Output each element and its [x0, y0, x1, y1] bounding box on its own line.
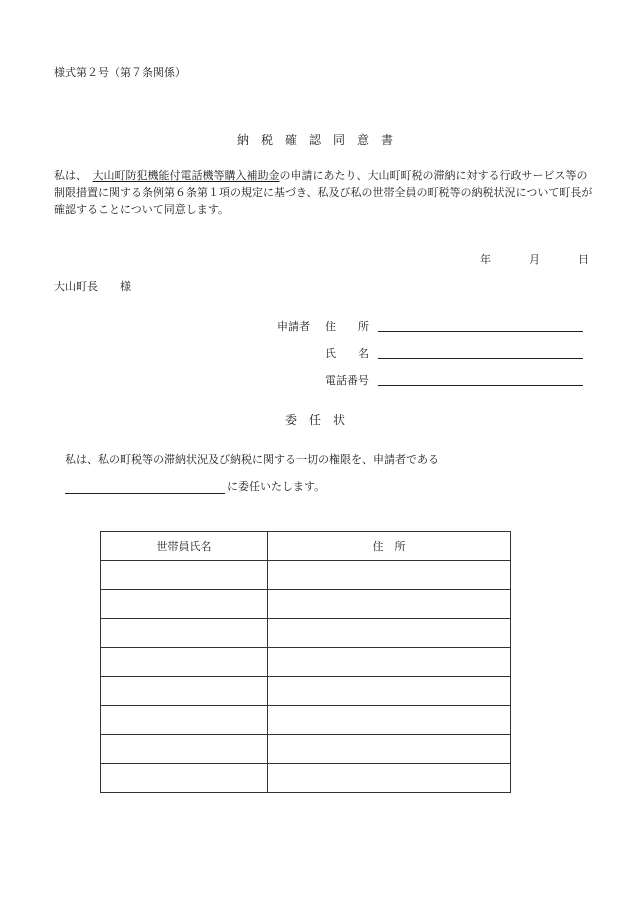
member-address-cell[interactable]	[268, 735, 511, 764]
table-row	[101, 648, 511, 677]
subsidy-name: 大山町防犯機能付電話機等購入補助金	[92, 169, 280, 182]
table-row	[101, 735, 511, 764]
member-name-cell[interactable]	[101, 648, 268, 677]
member-name-cell[interactable]	[101, 619, 268, 648]
member-name-cell[interactable]	[101, 706, 268, 735]
table-row	[101, 561, 511, 590]
table-row	[101, 590, 511, 619]
member-address-cell[interactable]	[268, 590, 511, 619]
name-label: 氏 名	[325, 347, 369, 360]
household-table	[100, 531, 511, 793]
applicant-label: 申請者	[277, 320, 310, 333]
member-address-cell[interactable]	[268, 619, 511, 648]
table-row	[101, 677, 511, 706]
member-name-cell[interactable]	[101, 677, 268, 706]
table-row	[101, 619, 511, 648]
consent-prefix: 私は、	[54, 169, 93, 182]
consent-paragraph	[54, 167, 594, 218]
member-address-cell[interactable]	[268, 677, 511, 706]
member-address-cell[interactable]	[268, 706, 511, 735]
applicant-phone-field[interactable]	[325, 372, 380, 388]
phone-line	[378, 385, 583, 386]
delegation-title: 委 任 状	[284, 413, 345, 427]
member-name-cell[interactable]	[101, 590, 268, 619]
delegate-line	[65, 478, 325, 494]
date-month: 月	[529, 253, 540, 266]
addressee: 大山町長 様	[54, 280, 131, 293]
name-line	[378, 358, 583, 359]
address-label: 住 所	[325, 320, 369, 333]
date-line	[480, 251, 589, 267]
header-member-name: 世帯員氏名	[101, 532, 268, 561]
header-address: 住 所	[268, 532, 511, 561]
applicant-address-field[interactable]	[325, 318, 380, 334]
date-day: 日	[578, 253, 589, 266]
member-address-cell[interactable]	[268, 764, 511, 793]
form-number: 様式第２号（第７条関係）	[54, 66, 186, 79]
address-line	[378, 331, 583, 332]
member-address-cell[interactable]	[268, 561, 511, 590]
applicant-name-field[interactable]	[325, 345, 380, 361]
table-row	[101, 764, 511, 793]
table-row	[101, 706, 511, 735]
member-name-cell[interactable]	[101, 561, 268, 590]
delegation-suffix: に委任いたします。	[227, 480, 326, 493]
delegation-text: 私は、私の町税等の滞納状況及び納税に関する一切の権限を、申請者である	[65, 453, 439, 466]
consent-body: の申請にあたり、大山町町税の滞納に対する行政サービス等の制限措置に関する条例第６条第１項の規定に基づき、私及び私の世帯全員の町税等の納税状況について町長が確認することについて同意します。	[54, 169, 593, 216]
member-name-cell[interactable]	[101, 735, 268, 764]
document-title: 納 税 確 認 同 意 書	[236, 133, 393, 147]
delegate-name-blank[interactable]	[65, 481, 225, 494]
date-year: 年	[480, 253, 491, 266]
member-address-cell[interactable]	[268, 648, 511, 677]
table-header-row	[101, 532, 511, 561]
phone-label: 電話番号	[325, 374, 369, 387]
member-name-cell[interactable]	[101, 764, 268, 793]
